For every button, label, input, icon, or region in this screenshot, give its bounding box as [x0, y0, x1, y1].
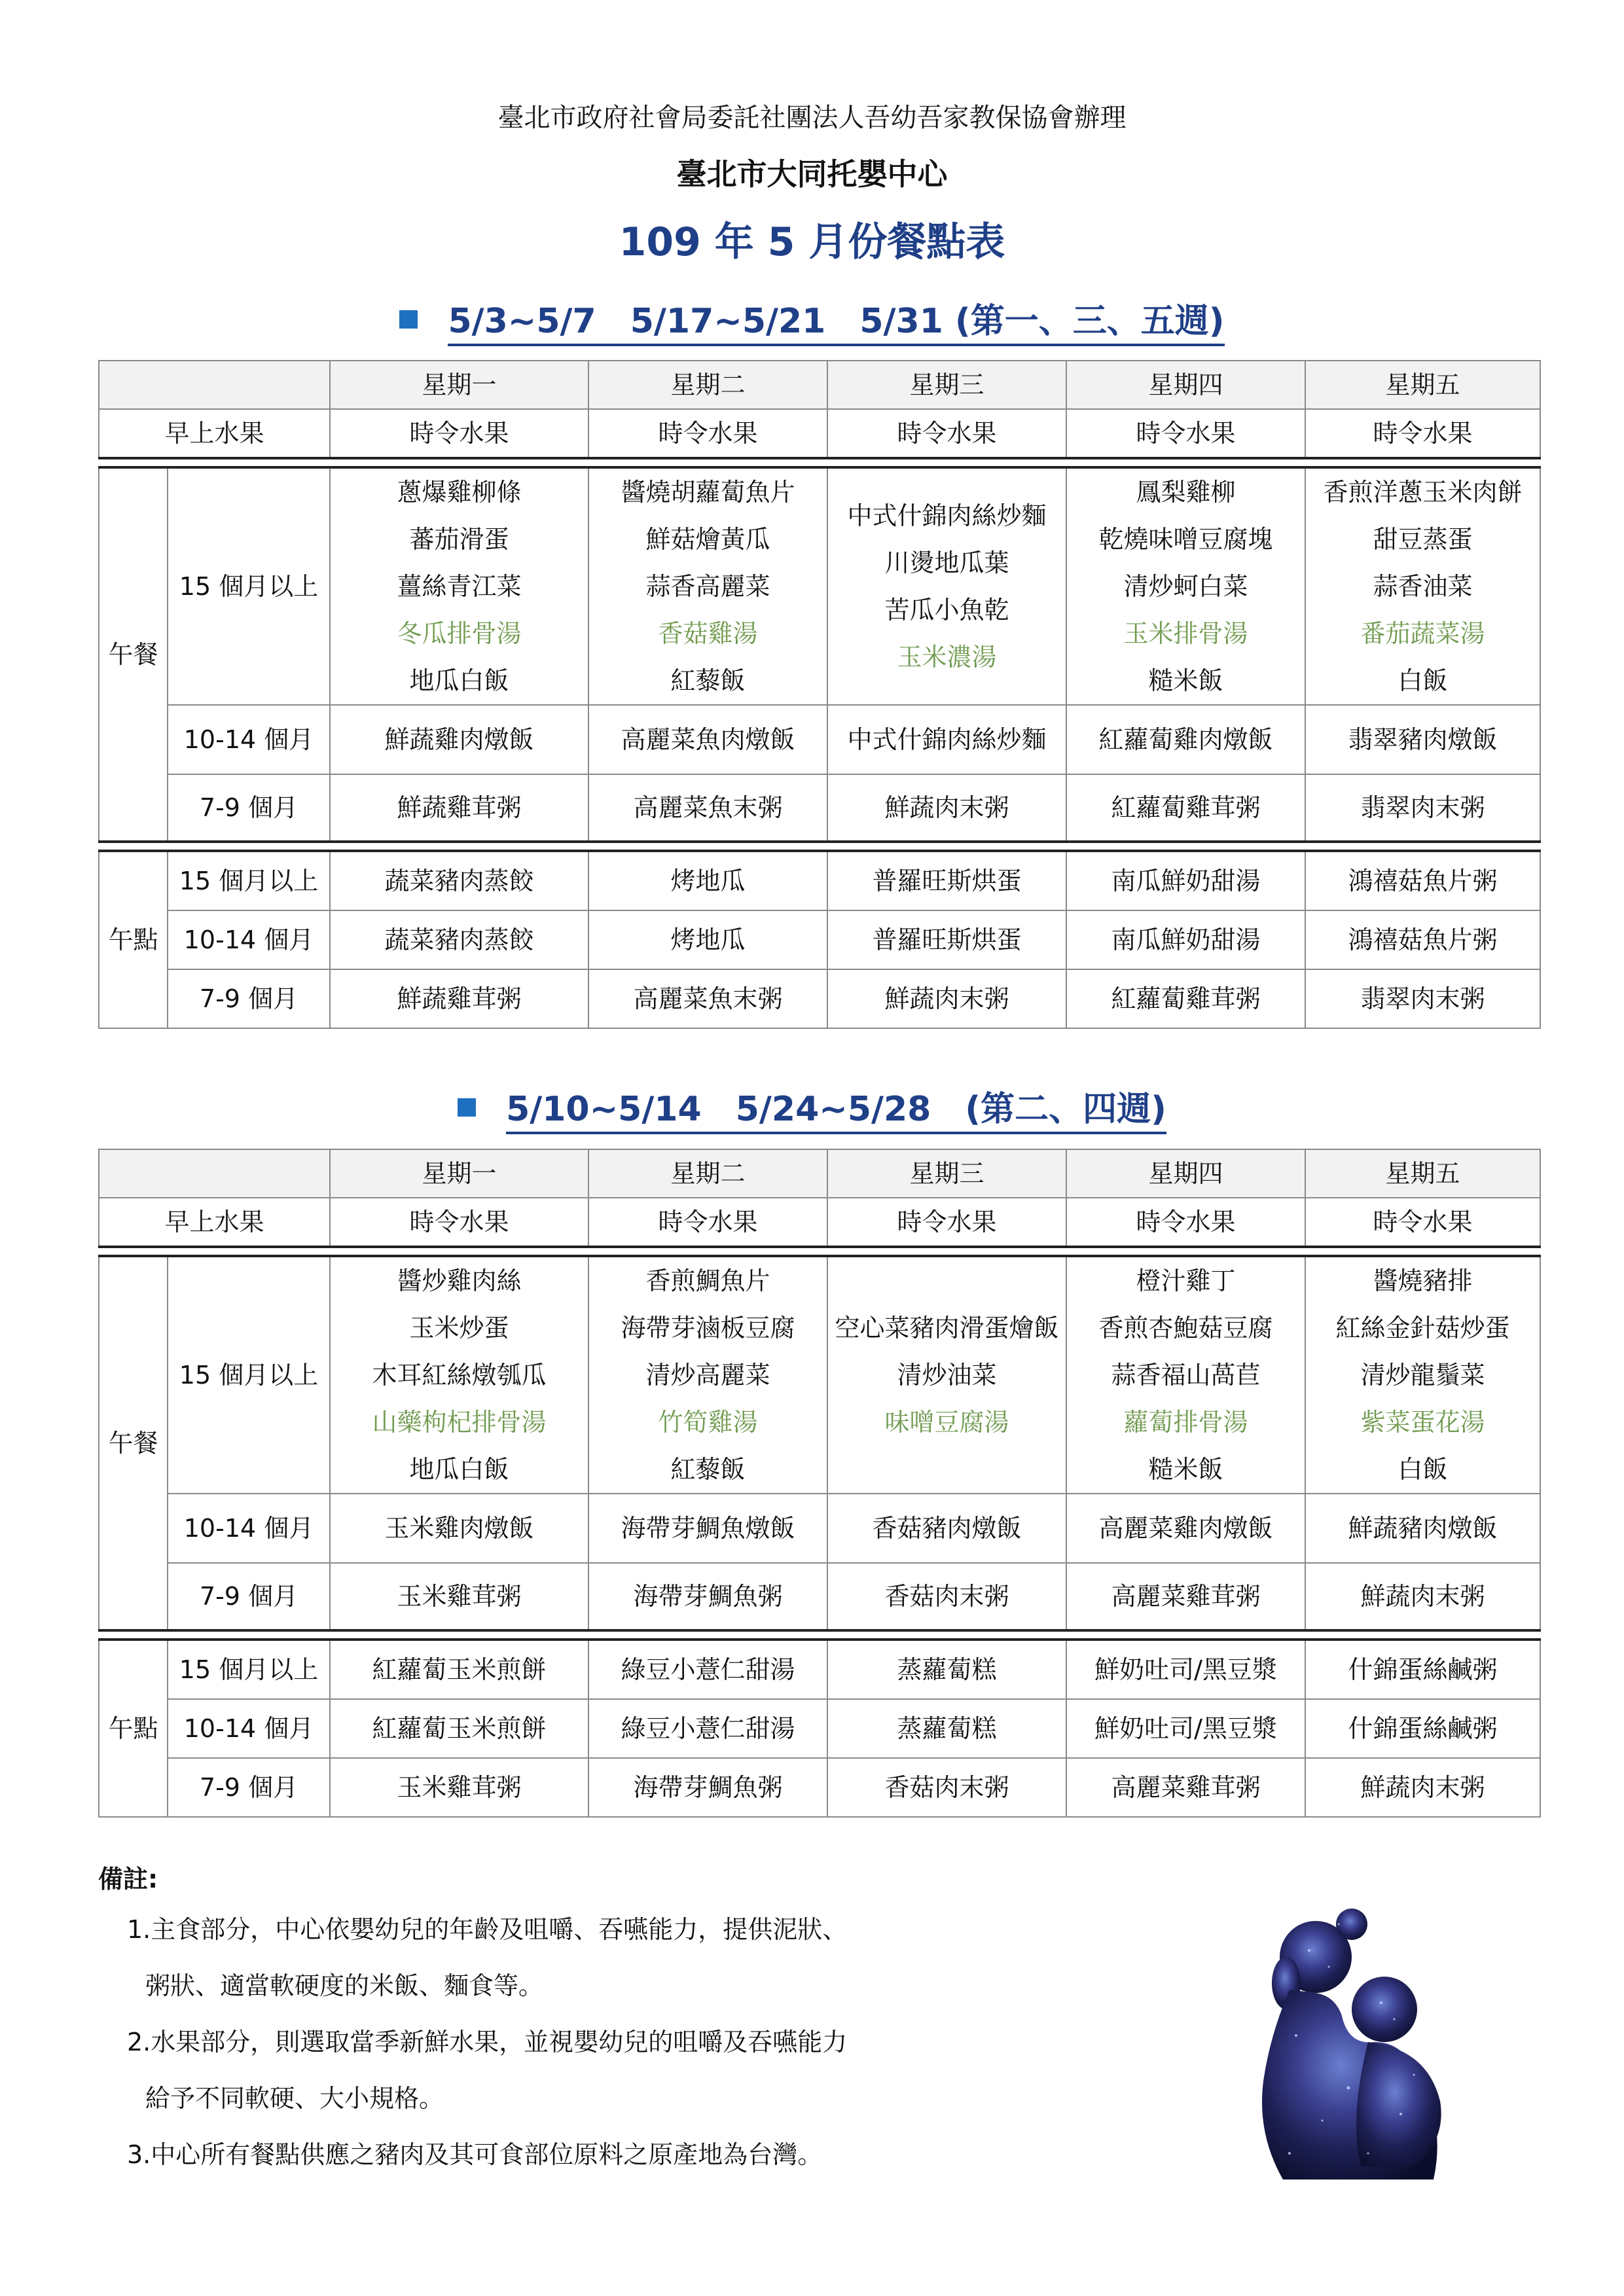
dish: 中式什錦肉絲炒麵 [847, 501, 1047, 530]
lunch-row-15-months [99, 1256, 1540, 1494]
dish: 清炒油菜 [897, 1361, 997, 1390]
dish-cell: 綠豆小薏仁甜湯 [588, 1640, 827, 1699]
dish: 空心菜豬肉滑蛋燴飯 [835, 1314, 1059, 1342]
lunch-row-7-9-months [99, 1563, 1540, 1630]
fruit-cell: 時令水果 [1305, 409, 1540, 458]
dish: 紅藜飯 [670, 666, 746, 695]
meal-label-lunch: 午餐 [99, 467, 168, 842]
soup-dish: 竹筍雞湯 [658, 1408, 758, 1437]
table-header-row [99, 361, 1540, 409]
square-bullet-icon [399, 310, 418, 329]
lunch-dish-cell [827, 1256, 1066, 1494]
section-heading-weeks-1-3-5 [0, 293, 1624, 342]
lunch-dish-cell [330, 467, 588, 705]
square-bullet-icon [458, 1098, 476, 1117]
dish: 醬燒胡蘿蔔魚片 [621, 478, 795, 507]
note-line: 1.主食部分，中心依嬰幼兒的年齡及咀嚼、吞嚥能力，提供泥狀、 [127, 1915, 848, 1944]
day-header: 星期三 [827, 361, 1066, 409]
dish: 地瓜白飯 [409, 666, 509, 695]
soup-dish: 山藥枸杞排骨湯 [372, 1408, 547, 1437]
dish-cell: 高麗菜雞肉燉飯 [1066, 1494, 1305, 1563]
dish-cell: 紅蘿蔔玉米煎餅 [330, 1699, 588, 1758]
age-label: 7-9 個月 [168, 1758, 330, 1817]
menu-table-weeks-1-3-5 [98, 360, 1541, 1029]
dish: 玉米炒蛋 [409, 1314, 509, 1342]
dish: 海帶芽滷板豆腐 [621, 1314, 795, 1342]
dish-cell: 鴻禧菇魚片粥 [1305, 851, 1540, 910]
dish-cell: 紅蘿蔔雞肉燉飯 [1066, 705, 1305, 774]
dish-cell: 鮮蔬雞茸粥 [330, 969, 588, 1028]
dish-cell: 南瓜鮮奶甜湯 [1066, 851, 1305, 910]
snack-row-10-14-months [99, 1699, 1540, 1758]
soup-dish: 味噌豆腐湯 [884, 1408, 1009, 1437]
section-separator [99, 1630, 1540, 1640]
dish: 香煎洋蔥玉米肉餅 [1323, 478, 1523, 507]
dish: 苦瓜小魚乾 [884, 596, 1009, 624]
dish: 蒜香油菜 [1373, 572, 1473, 601]
dish-cell: 什錦蛋絲鹹粥 [1305, 1699, 1540, 1758]
dish-cell: 鮮蔬雞肉燉飯 [330, 705, 588, 774]
dish: 木耳紅絲燉瓠瓜 [372, 1361, 547, 1390]
section-separator [99, 1247, 1540, 1256]
fruit-row [99, 1198, 1540, 1247]
dish-cell: 高麗菜魚末粥 [588, 969, 827, 1028]
table-header-row [99, 1149, 1540, 1198]
dish-cell: 中式什錦肉絲炒麵 [827, 705, 1066, 774]
mother-child-silhouette-icon [1218, 1905, 1479, 2186]
lunch-dish-cell [1066, 1256, 1305, 1494]
row-label-fruit: 早上水果 [99, 409, 330, 458]
dish-cell: 海帶芽鯛魚燉飯 [588, 1494, 827, 1563]
dish-cell: 什錦蛋絲鹹粥 [1305, 1640, 1540, 1699]
dish-cell: 綠豆小薏仁甜湯 [588, 1699, 827, 1758]
dish-cell: 普羅旺斯烘蛋 [827, 851, 1066, 910]
lunch-dish-cell [827, 467, 1066, 705]
fruit-cell: 時令水果 [827, 409, 1066, 458]
lunch-dish-cell [1305, 1256, 1540, 1494]
age-label: 10-14 個月 [168, 705, 330, 774]
age-label: 15 個月以上 [168, 1640, 330, 1699]
dish-cell: 高麗菜雞茸粥 [1066, 1563, 1305, 1630]
note-line: 2.水果部分，則選取當季新鮮水果，並視嬰幼兒的咀嚼及吞嚥能力 [127, 2028, 848, 2056]
dish-cell: 蒸蘿蔔糕 [827, 1640, 1066, 1699]
dish-cell: 普羅旺斯烘蛋 [827, 910, 1066, 969]
lunch-row-7-9-months [99, 774, 1540, 842]
notes [98, 1859, 1080, 2195]
dish: 白飯 [1398, 666, 1448, 695]
dish-cell: 鮮蔬肉末粥 [827, 774, 1066, 842]
soup-dish: 紫菜蛋花湯 [1360, 1408, 1485, 1437]
dish-cell: 香菇豬肉燉飯 [827, 1494, 1066, 1563]
lunch-dish-cell [1305, 467, 1540, 705]
dish-cell: 鮮蔬肉末粥 [827, 969, 1066, 1028]
fruit-row [99, 409, 1540, 458]
dish-cell: 鮮奶吐司/黑豆漿 [1066, 1699, 1305, 1758]
dish-cell: 玉米雞茸粥 [330, 1563, 588, 1630]
age-label: 15 個月以上 [168, 467, 330, 705]
lunch-dish-cell [1066, 467, 1305, 705]
dish-cell: 紅蘿蔔雞茸粥 [1066, 969, 1305, 1028]
fruit-cell: 時令水果 [330, 409, 588, 458]
lunch-dish-cell [588, 467, 827, 705]
dish: 白飯 [1398, 1455, 1448, 1484]
dish: 香煎杏鮑菇豆腐 [1098, 1314, 1273, 1342]
age-label: 10-14 個月 [168, 1494, 330, 1563]
dish: 鮮菇燴黃瓜 [645, 525, 770, 554]
dish: 紅絲金針菇炒蛋 [1335, 1314, 1510, 1342]
lunch-row-10-14-months [99, 1494, 1540, 1563]
dish-cell: 烤地瓜 [588, 910, 827, 969]
day-header: 星期三 [827, 1149, 1066, 1198]
note-line: 給予不同軟硬、大小規格。 [145, 2084, 444, 2113]
row-label-fruit: 早上水果 [99, 1198, 330, 1247]
dish: 地瓜白飯 [409, 1455, 509, 1484]
dish: 蕃茄滑蛋 [409, 525, 509, 554]
dish-cell: 海帶芽鯛魚粥 [588, 1758, 827, 1817]
section-separator [99, 458, 1540, 467]
dish: 薑絲青江菜 [397, 572, 522, 601]
dish-cell: 鴻禧菇魚片粥 [1305, 910, 1540, 969]
section-label: 5/10~5/14 5/24~5/28 (第二、四週) [506, 1090, 1166, 1134]
meal-label-snack: 午點 [99, 851, 168, 1028]
lunch-row-10-14-months [99, 705, 1540, 774]
dish-cell: 玉米雞茸粥 [330, 1758, 588, 1817]
dish: 甜豆蒸蛋 [1373, 525, 1473, 554]
snack-row-7-9-months [99, 1758, 1540, 1817]
dish-cell: 高麗菜雞茸粥 [1066, 1758, 1305, 1817]
dish: 醬燒豬排 [1373, 1266, 1473, 1295]
soup-dish: 蘿蔔排骨湯 [1123, 1408, 1248, 1437]
dish-cell: 玉米雞肉燉飯 [330, 1494, 588, 1563]
snack-row-15-months [99, 851, 1540, 910]
notes-title: 備註: [98, 1865, 158, 1893]
age-label: 10-14 個月 [168, 1699, 330, 1758]
soup-dish: 冬瓜排骨湯 [397, 619, 522, 648]
dish-cell: 高麗菜魚肉燉飯 [588, 705, 827, 774]
soup-dish: 玉米排骨湯 [1123, 619, 1248, 648]
dish-cell: 蔬菜豬肉蒸餃 [330, 851, 588, 910]
soup-dish: 玉米濃湯 [897, 643, 997, 672]
age-label: 10-14 個月 [168, 910, 330, 969]
fruit-cell: 時令水果 [1066, 409, 1305, 458]
fruit-cell: 時令水果 [588, 409, 827, 458]
dish: 糙米飯 [1148, 1455, 1223, 1484]
meal-label-lunch: 午餐 [99, 1256, 168, 1630]
dish: 香煎鯛魚片 [645, 1266, 770, 1295]
dish-cell: 翡翠豬肉燉飯 [1305, 705, 1540, 774]
snack-row-7-9-months [99, 969, 1540, 1028]
dish: 蔥爆雞柳條 [397, 478, 522, 507]
section-heading-weeks-2-4 [0, 1081, 1624, 1130]
day-header: 星期四 [1066, 1149, 1305, 1198]
day-header: 星期五 [1305, 1149, 1540, 1198]
dish-cell: 蔬菜豬肉蒸餃 [330, 910, 588, 969]
meal-label-snack: 午點 [99, 1640, 168, 1817]
fruit-cell: 時令水果 [330, 1198, 588, 1247]
menu-table-weeks-2-4 [98, 1149, 1541, 1818]
dish: 蒜香福山萵苣 [1111, 1361, 1261, 1390]
day-header: 星期二 [588, 361, 827, 409]
lunch-row-15-months [99, 467, 1540, 705]
fruit-cell: 時令水果 [1305, 1198, 1540, 1247]
day-header: 星期四 [1066, 361, 1305, 409]
section-label: 5/3~5/7 5/17~5/21 5/31 (第一、三、五週) [448, 302, 1224, 346]
age-label: 7-9 個月 [168, 1563, 330, 1630]
page-title: 109 年 5 月份餐點表 [619, 219, 1005, 265]
age-label: 7-9 個月 [168, 969, 330, 1028]
dish-cell: 紅蘿蔔玉米煎餅 [330, 1640, 588, 1699]
age-label: 7-9 個月 [168, 774, 330, 842]
dish: 糙米飯 [1148, 666, 1223, 695]
lunch-dish-cell [330, 1256, 588, 1494]
note-line: 3.中心所有餐點供應之豬肉及其可食部位原料之原產地為台灣。 [127, 2140, 823, 2169]
snack-row-15-months [99, 1640, 1540, 1699]
dish-cell: 鮮蔬肉末粥 [1305, 1758, 1540, 1817]
corner-diagonal-cell [99, 1149, 330, 1198]
dish: 清炒龍鬚菜 [1360, 1361, 1485, 1390]
dish: 清炒蚵白菜 [1123, 572, 1248, 601]
fruit-cell: 時令水果 [588, 1198, 827, 1247]
dish-cell: 鮮蔬雞茸粥 [330, 774, 588, 842]
dish: 橙汁雞丁 [1136, 1266, 1236, 1295]
dish-cell: 翡翠肉末粥 [1305, 969, 1540, 1028]
age-label: 15 個月以上 [168, 1256, 330, 1494]
fruit-cell: 時令水果 [1066, 1198, 1305, 1247]
day-header: 星期二 [588, 1149, 827, 1198]
dish-cell: 香菇肉末粥 [827, 1563, 1066, 1630]
dish-cell: 烤地瓜 [588, 851, 827, 910]
dish: 蒜香高麗菜 [645, 572, 770, 601]
corner-diagonal-cell [99, 361, 330, 409]
dish-cell: 南瓜鮮奶甜湯 [1066, 910, 1305, 969]
dish-cell: 蒸蘿蔔糕 [827, 1699, 1066, 1758]
day-header: 星期一 [330, 361, 588, 409]
lunch-dish-cell [588, 1256, 827, 1494]
dish-cell: 海帶芽鯛魚粥 [588, 1563, 827, 1630]
dish-cell: 香菇肉末粥 [827, 1758, 1066, 1817]
dish-cell: 鮮蔬豬肉燉飯 [1305, 1494, 1540, 1563]
dish-cell: 鮮奶吐司/黑豆漿 [1066, 1640, 1305, 1699]
section-separator [99, 842, 1540, 851]
snack-row-10-14-months [99, 910, 1540, 969]
soup-dish: 香菇雞湯 [658, 619, 758, 648]
dish: 醬炒雞肉絲 [397, 1266, 522, 1295]
note-line: 粥狀、適當軟硬度的米飯、麵食等。 [145, 1971, 544, 2000]
dish: 鳳梨雞柳 [1136, 478, 1236, 507]
day-header: 星期一 [330, 1149, 588, 1198]
dish-cell: 翡翠肉末粥 [1305, 774, 1540, 842]
dish-cell: 鮮蔬肉末粥 [1305, 1563, 1540, 1630]
day-header: 星期五 [1305, 361, 1540, 409]
fruit-cell: 時令水果 [827, 1198, 1066, 1247]
dish: 川燙地瓜葉 [884, 548, 1009, 577]
dish: 紅藜飯 [670, 1455, 746, 1484]
dish: 乾燒味噌豆腐塊 [1098, 525, 1273, 554]
dish-cell: 高麗菜魚末粥 [588, 774, 827, 842]
center-name: 臺北市大同托嬰中心 [676, 156, 948, 192]
soup-dish: 番茄蔬菜湯 [1360, 619, 1485, 648]
dish: 清炒高麗菜 [645, 1361, 770, 1390]
dish-cell: 紅蘿蔔雞茸粥 [1066, 774, 1305, 842]
age-label: 15 個月以上 [168, 851, 330, 910]
organizer-line: 臺北市政府社會局委託社團法人吾幼吾家教保協會辦理 [497, 103, 1127, 133]
